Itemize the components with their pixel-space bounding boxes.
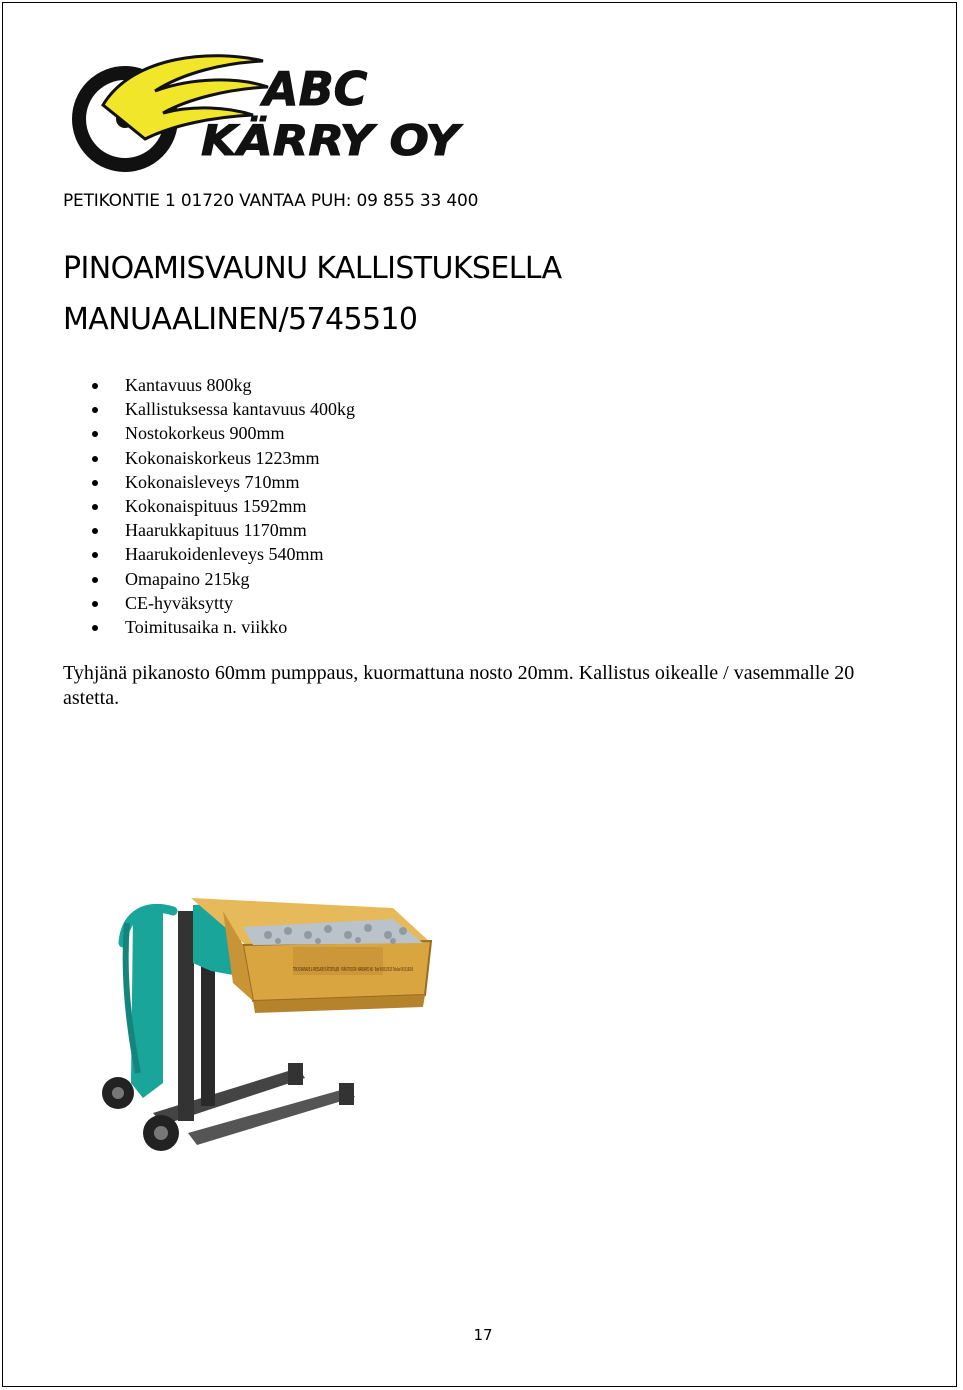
bullet-icon xyxy=(92,577,98,583)
spec-item xyxy=(65,373,355,397)
spec-item xyxy=(65,542,355,566)
bullet-icon xyxy=(92,504,98,510)
spec-text: Omapaino 215kg xyxy=(125,568,250,589)
spec-text: CE-hyväksytty xyxy=(125,592,233,613)
product-description: Tyhjänä pikanosto 60mm pumppaus, kuormattuna nosto 20mm. Kallistus oikealle / vasemmalle 20 astetta. xyxy=(63,662,855,709)
spec-item xyxy=(65,518,355,542)
spec-text: Haarukkapituus 1170mm xyxy=(125,520,307,541)
spec-text: Kokonaisleveys 710mm xyxy=(125,471,300,492)
spec-item xyxy=(65,494,355,518)
spec-text: Kokonaispituus 1592mm xyxy=(125,496,307,517)
page-number: 17 xyxy=(473,1326,493,1344)
logo-text-abc: ABC xyxy=(263,62,368,116)
document-page xyxy=(2,2,957,1387)
product-title-line-2: MANUAALINEN/5745510 xyxy=(63,302,418,337)
logo-text-karry: KÄRRY OY xyxy=(201,116,435,165)
product-title xyxy=(63,243,562,345)
spec-text: Kallistuksessa kantavuus 400kg xyxy=(125,399,355,420)
stacker-product-image xyxy=(93,883,589,1168)
product-title-line-1: PINOAMISVAUNU KALLISTUKSELLA xyxy=(63,251,562,286)
bullet-icon xyxy=(92,552,98,558)
bullet-icon xyxy=(92,456,98,462)
spec-item xyxy=(65,421,355,445)
spec-text: Kokonaiskorkeus 1223mm xyxy=(125,447,320,468)
bullet-icon xyxy=(92,431,98,437)
company-address: PETIKONTIE 1 01720 VANTAA PUH: 09 855 33 400 xyxy=(63,191,479,211)
bullet-icon xyxy=(92,601,98,607)
spec-text: Kantavuus 800kg xyxy=(125,375,252,395)
spec-text: Nostokorkeus 900mm xyxy=(125,423,285,444)
spec-item xyxy=(65,446,355,470)
crate-label: TRYCKSVARVADE & PRESSADE PLÅTDETALJER · FRÅN TRYCKTA I MARKARYD AB · Telef 0433/10515 Telefax 0433/10916 xyxy=(293,967,589,973)
abc-karry-logo xyxy=(63,47,463,169)
bullet-icon xyxy=(92,625,98,631)
spec-item xyxy=(65,470,355,494)
spec-text: Toimitusaika n. viikko xyxy=(125,617,288,638)
bullet-icon xyxy=(92,383,98,389)
bullet-icon xyxy=(92,407,98,413)
spec-list xyxy=(65,373,355,639)
spec-item xyxy=(65,615,355,639)
spec-item xyxy=(65,397,355,421)
bullet-icon xyxy=(92,480,98,486)
spec-item xyxy=(65,567,355,591)
bullet-icon xyxy=(92,528,98,534)
spec-item xyxy=(65,591,355,615)
spec-text: Haarukoidenleveys 540mm xyxy=(125,544,324,565)
